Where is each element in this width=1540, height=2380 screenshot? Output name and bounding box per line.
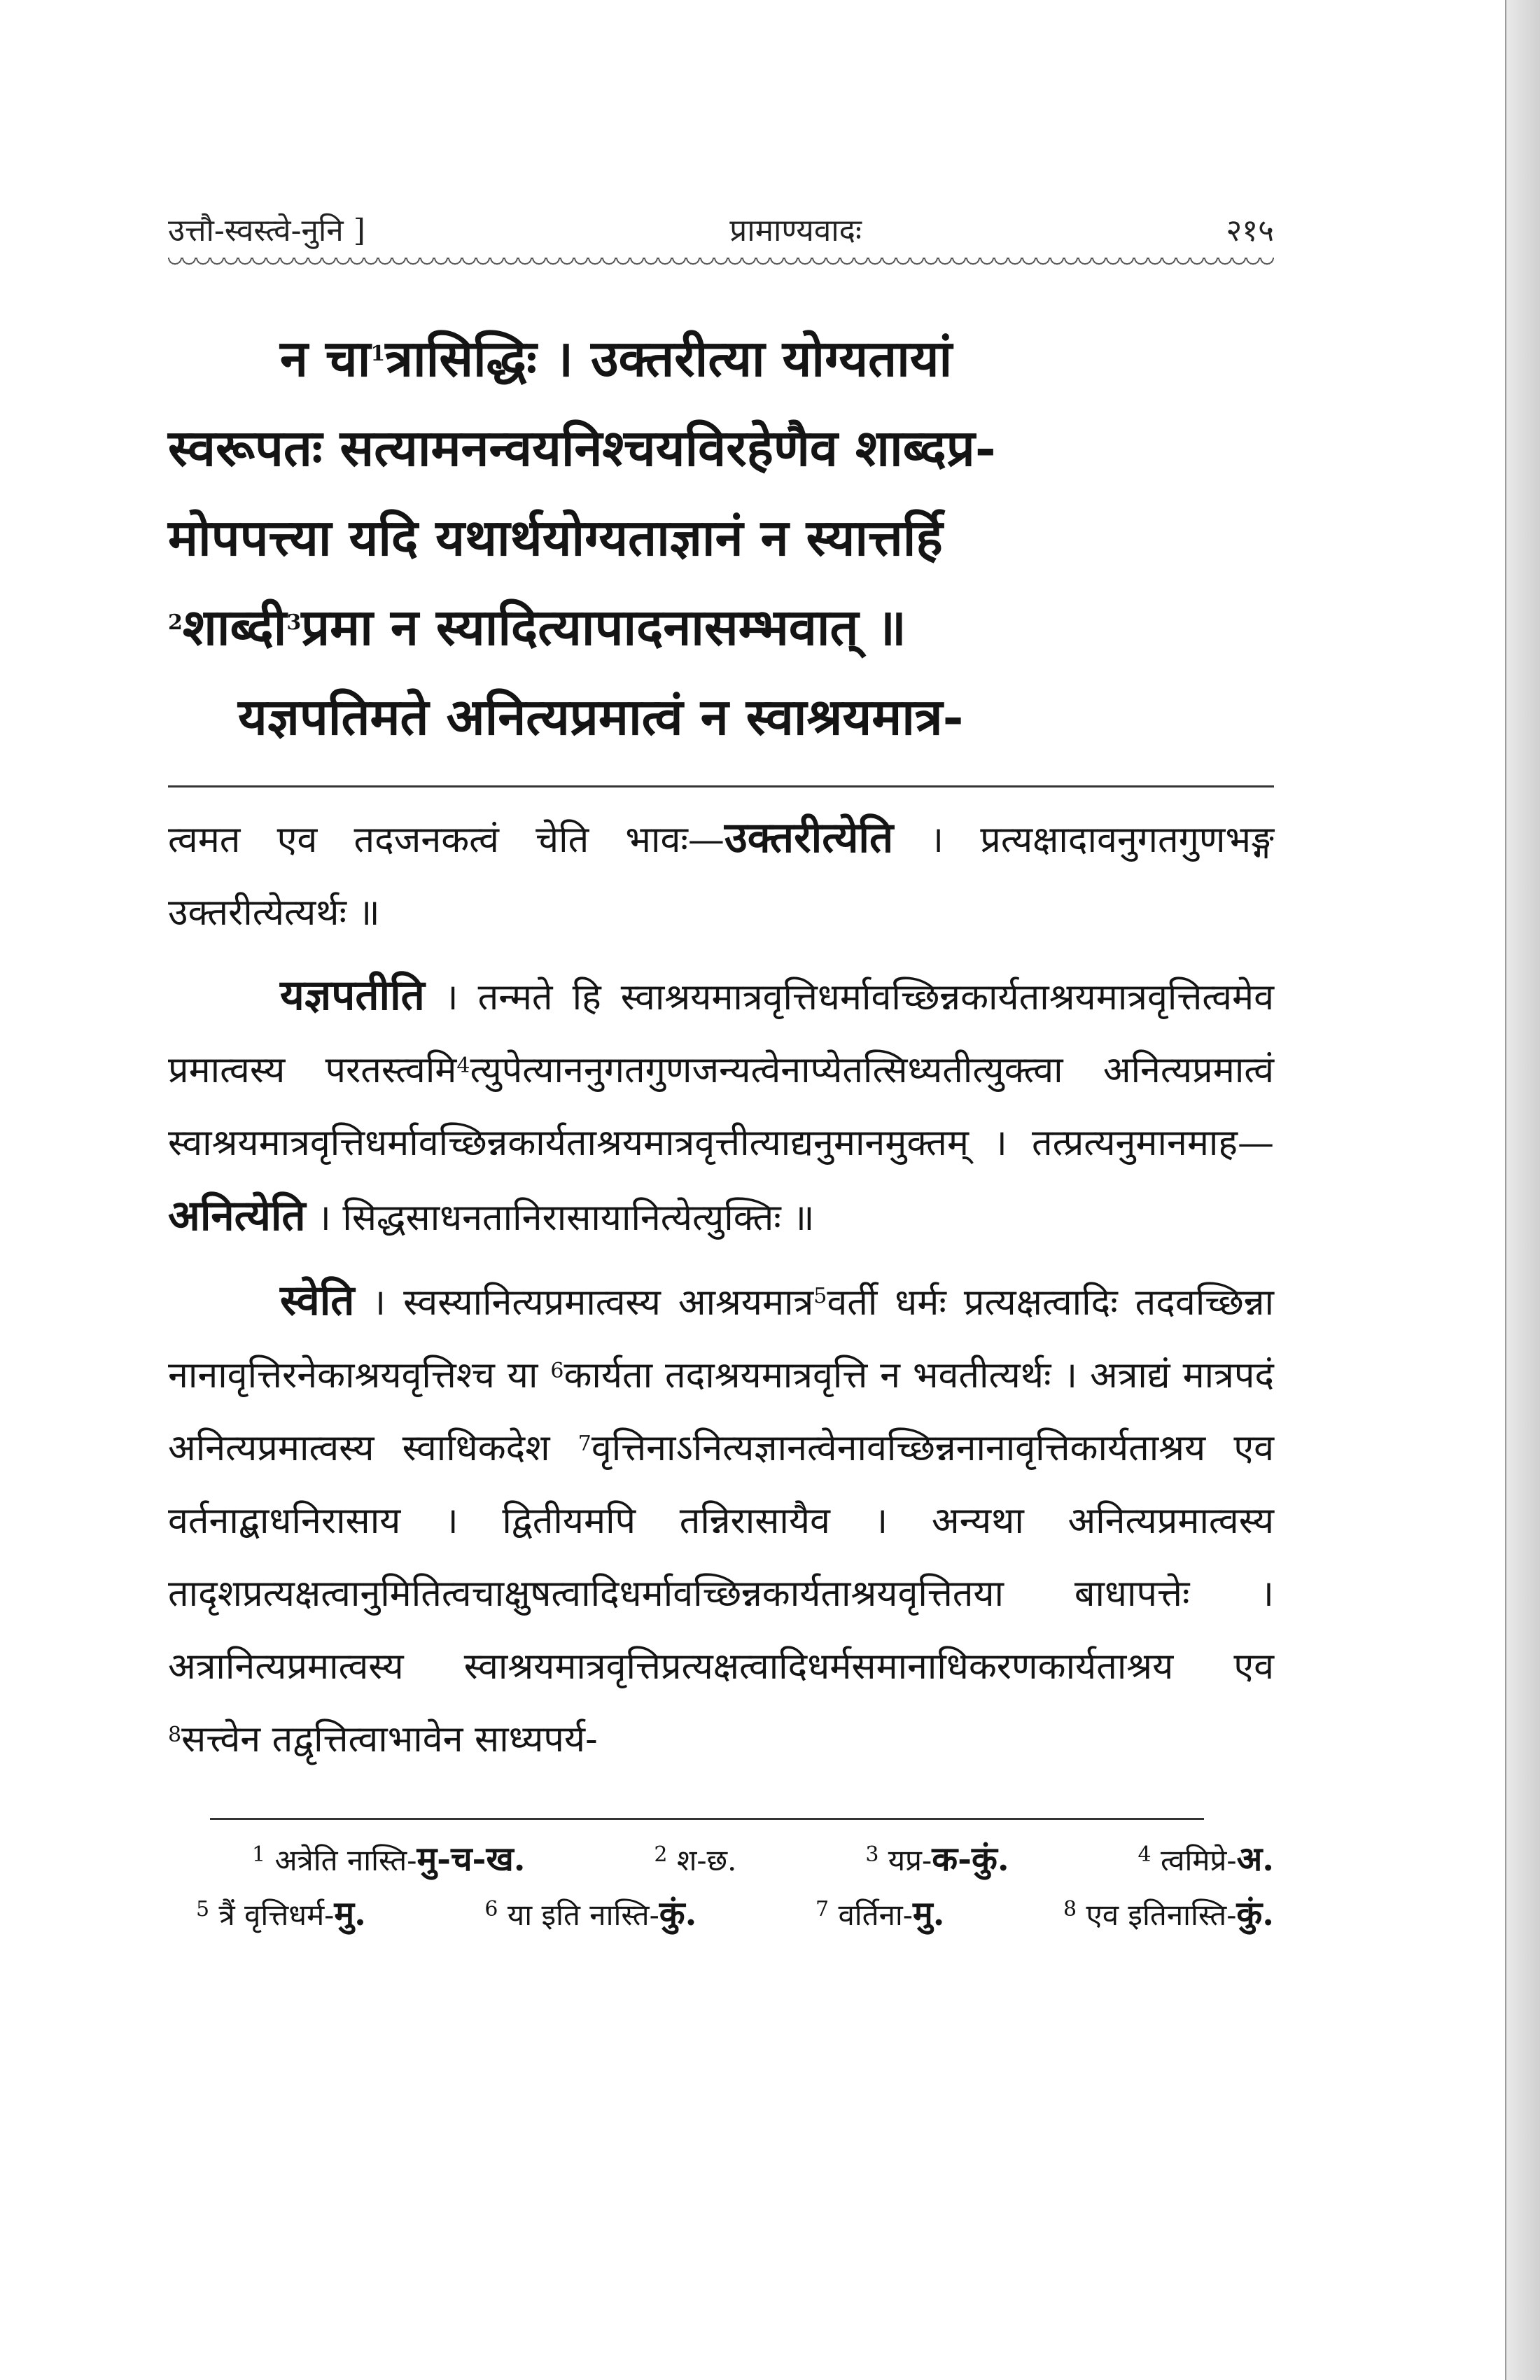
footnote-6: $^6$ या इति नास्ति-कुं. bbox=[484, 1894, 697, 1933]
mula-line-2: स्वरूपतः सत्यामनन्वयनिश्चयविरहेणैव शाब्दप्र- bbox=[168, 418, 996, 477]
footnotes bbox=[168, 1833, 1274, 1942]
running-head bbox=[168, 210, 1274, 252]
header-left: उत्तौ-स्वस्त्वे-नुनि ] bbox=[168, 213, 365, 248]
commentary-text bbox=[168, 802, 1274, 1776]
header-title: प्रामाण्यवादः bbox=[729, 213, 862, 248]
page-edge bbox=[1505, 0, 1540, 2380]
commentary-paragraph-1: त्वमत एव तदजनकत्वं चेति भावः—उक्तरीत्येति । प्रत्यक्षादावनुगतगुणभङ्ग उक्तरीत्येत्यर्थः ॥ bbox=[168, 813, 1275, 934]
mula-line-5: यज्ञपतिमते अनित्यप्रमात्वं न स्वाश्रयमात्र- bbox=[238, 687, 964, 746]
mula-line-4: $^2$शाब्दी$^3$प्रमा न स्यादित्यापादनासम्भवात् ॥ bbox=[168, 597, 906, 657]
footnote-ref-2: 2 bbox=[168, 610, 183, 635]
footnote-ref-5: 5 bbox=[813, 1284, 827, 1308]
footnote-1: $^1$ अत्रेति नास्ति-मु-च-ख. bbox=[252, 1840, 526, 1879]
lemma-anitya: अनित्येति bbox=[168, 1191, 306, 1240]
mula-line-1: न चा$^1$त्रासिद्धिः । उक्तरीत्या योग्यतायां bbox=[280, 328, 953, 388]
commentary-paragraph-3: स्वेति । स्वस्यानित्यप्रमात्वस्य आश्रयमात्र$^5$वर्ती धर्मः प्रत्यक्षत्वादिः तदवच्छिन्ना नानावृत्तिरनेकाश्रयवृत्तिश्च या $^6$कार्यता तदाश्रयमात्रवृत्ति न भवतीत्यर्थः । अत्राद्यं मात्रपदं अनित्यप्रमात्वस्य स्वाधिकदेश $^7$वृत्तिनाऽनित्यज्ञानत्वेनावच्छिन्ननानावृत्तिकार्यताश्रय एव वर्तनाद्बाधनिरासाय । द्वितीयमपि तन्निरासायैव । अन्यथा अनित्यप्रमात्वस्य तादृशप्रत्यक्षत्वानुमितित्वचाक्षुषत्वादिधर्मावच्छिन्नकार्यताश्रयवृत्तितया बाधापत्तेः । अत्रानित्यप्रमात्वस्य स्वाश्रयमात्रवृत्तिप्रत्यक्षत्वादिधर्मसमानाधिकरणकार्यताश्रय एव $^8$सत्त्वेन तद्वृत्तित्वाभावेन साध्यपर्य- bbox=[168, 1276, 1274, 1760]
footnote-row-1 bbox=[168, 1833, 1274, 1887]
page-number: २१५ bbox=[1226, 213, 1274, 248]
mula-text bbox=[168, 314, 1274, 762]
footnote-5: $^5$ त्रैं वृत्तिधर्म-मु. bbox=[196, 1894, 366, 1933]
footnote-4: $^4$ त्वमिप्रे-अ. bbox=[1138, 1840, 1274, 1879]
footnote-ref-4: 4 bbox=[456, 1054, 470, 1078]
footnote-ref-3: 3 bbox=[286, 610, 302, 635]
page-content bbox=[168, 210, 1274, 1942]
footnote-ref-8: 8 bbox=[168, 1723, 182, 1747]
lemma-uktaritya: उक्तरीत्येति bbox=[724, 813, 894, 862]
lemma-sva: स्वेति bbox=[280, 1276, 355, 1325]
wavy-rule bbox=[168, 258, 1274, 272]
commentary-paragraph-2: यज्ञपतीति । तन्मते हि स्वाश्रयमात्रवृत्तिधर्मावच्छिन्नकार्यताश्रयमात्रवृत्तित्वमेव प्रमात्वस्य परतस्त्वमि$^4$त्युपेत्याननुगतगुणजन्यत्वेनाप्येतत्सिध्यतीत्युक्त्वा अनित्यप्रमात्वं स्वाश्रयमात्रवृत्तिधर्मावच्छिन्नकार्यताश्रयमात्रवृत्तीत्याद्यनुमानमुक्तम् । तत्प्रत्यनुमानमाह—अनित्येति । सिद्धसाधनतानिरासायानित्येत्युक्तिः ॥ bbox=[168, 971, 1274, 1240]
footnote-ref-6: 6 bbox=[550, 1359, 564, 1383]
mula-line-3: मोपपत्त्या यदि यथार्थयोग्यताज्ञानं न स्यात्तर्हि bbox=[168, 507, 943, 567]
footnote-ref-1: 1 bbox=[370, 342, 386, 366]
lemma-yajnapati: यज्ञपतीति bbox=[280, 971, 425, 1020]
section-divider bbox=[168, 785, 1274, 788]
footnote-8: $^8$ एव इतिनास्ति-कुं. bbox=[1063, 1894, 1274, 1933]
footnote-divider bbox=[210, 1818, 1204, 1820]
footnote-2: $^2$ श-छ. bbox=[654, 1842, 737, 1877]
footnote-3: $^3$ यप्र-क-कुं. bbox=[865, 1840, 1009, 1879]
footnote-7: $^7$ वर्तिना-मु. bbox=[815, 1894, 945, 1933]
footnote-row-2 bbox=[168, 1887, 1274, 1942]
footnote-ref-7: 7 bbox=[578, 1432, 592, 1456]
